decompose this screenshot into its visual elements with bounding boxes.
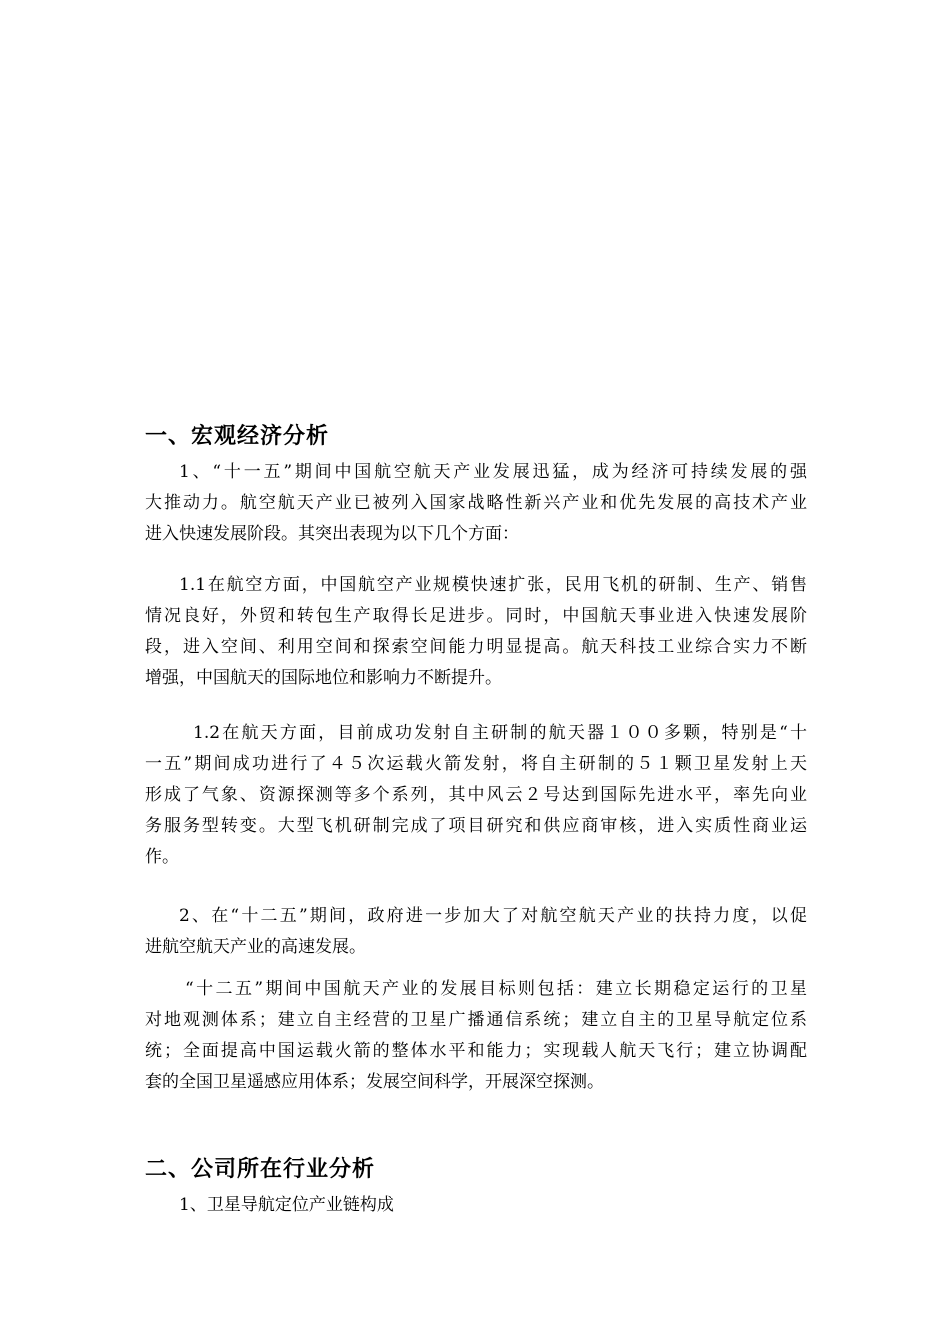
- section-heading-macro: 一、宏观经济分析: [145, 424, 330, 449]
- section-heading-industry: 二、公司所在行业分析: [145, 1157, 376, 1182]
- paragraph-line: 进航空航天产业的高速发展。: [145, 937, 366, 957]
- paragraph-line: 大推动力。航空航天产业已被列入国家战略性新兴产业和优先发展的高技术产业: [145, 493, 807, 513]
- paragraph-line: 统；全面提高中国运载火箭的整体水平和能力；实现载人航天飞行；建立协调配: [145, 1041, 807, 1061]
- paragraph-line: “十二五”期间中国航天产业的发展目标则包括：建立长期稳定运行的卫星: [185, 979, 807, 999]
- paragraph-line: 一五”期间成功进行了４５次运载火箭发射，将自主研制的５１颗卫星发射上天: [145, 754, 807, 774]
- paragraph-line: 对地观测体系；建立自主经营的卫星广播通信系统；建立自主的卫星导航定位系: [145, 1010, 807, 1030]
- paragraph-line: 2、在“十二五”期间，政府进一步加大了对航空航天产业的扶持力度，以促: [179, 906, 807, 926]
- paragraph-line: 1、“十一五”期间中国航空航天产业发展迅猛，成为经济可持续发展的强: [179, 462, 807, 482]
- paragraph-line: 1.1在航空方面，中国航空产业规模快速扩张，民用飞机的研制、生产、销售: [179, 575, 807, 595]
- paragraph-4: [145, 901, 807, 963]
- paragraph-3: [145, 718, 807, 873]
- paragraph-line: 套的全国卫星遥感应用体系；发展空间科学，开展深空探测。: [145, 1072, 604, 1092]
- paragraph-line: 务服务型转变。大型飞机研制完成了项目研究和供应商审核，进入实质性商业运: [145, 816, 807, 836]
- paragraph-line: 情况良好，外贸和转包生产取得长足进步。同时，中国航天事业进入快速发展阶: [145, 606, 807, 626]
- paragraph-6: [145, 1190, 807, 1221]
- paragraph-5: [145, 974, 807, 1098]
- paragraph-line: 1.2在航天方面，目前成功发射自主研制的航天器１００多颗，特别是“十: [193, 723, 807, 743]
- paragraph-line: 1、卫星导航定位产业链构成: [179, 1195, 394, 1215]
- paragraph-line: 增强，中国航天的国际地位和影响力不断提升。: [145, 668, 502, 688]
- paragraph-line: 进入快速发展阶段。其突出表现为以下几个方面：: [145, 524, 519, 544]
- paragraph-line: 段，进入空间、利用空间和探索空间能力明显提高。航天科技工业综合实力不断: [145, 637, 807, 657]
- paragraph-1: [145, 457, 807, 550]
- paragraph-2: [145, 570, 807, 694]
- paragraph-line: 形成了气象、资源探测等多个系列，其中风云２号达到国际先进水平，率先向业: [145, 785, 807, 805]
- paragraph-line: 作。: [145, 847, 179, 867]
